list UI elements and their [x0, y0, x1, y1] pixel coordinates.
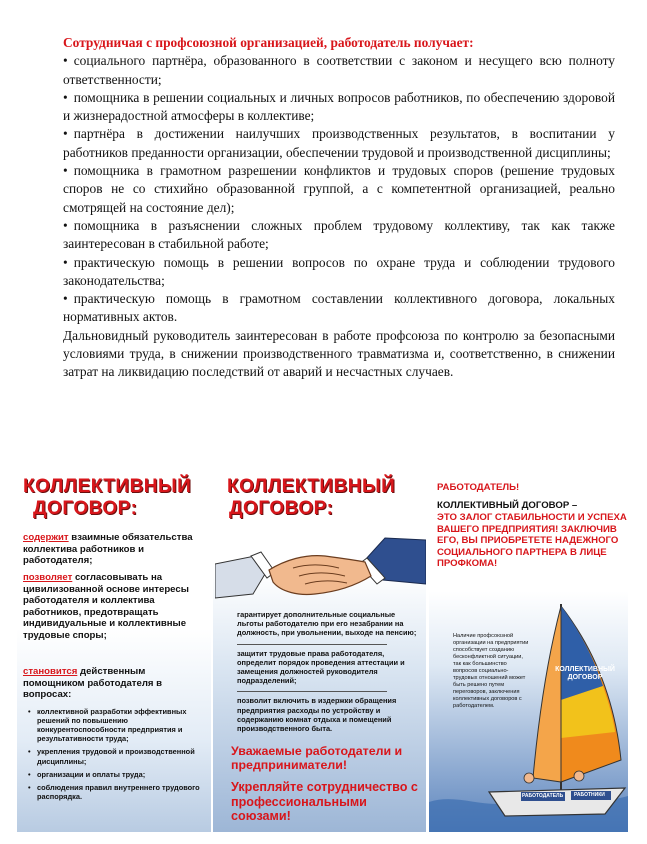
- poster-panel-left: [17, 462, 211, 832]
- list-item: • коллективной разработки эффективных решений по повышению конкурентоспособности предприятия и результативности труда;: [37, 707, 205, 744]
- panel1-block-becomes: [23, 666, 205, 805]
- panel1-b1-text: взаимные обязательства коллектива работников и работодателя;: [23, 532, 193, 566]
- list-item: • организации и оплаты труда;: [37, 770, 205, 779]
- appeal-employers: Уважаемые работодатели и предприниматели!: [231, 744, 403, 772]
- bullet-4: • помощника в грамотном разрешении конфликтов и трудовых споров (решение трудовых споров не со стихийно образованной группой, а с компетентной организацией, реально смотрящей на состояние дел);: [63, 162, 615, 217]
- list-item: позволит включить в издержки обращения предприятия расходы по устройству и содержанию комнат отдыха и помещений производственного быта.: [237, 696, 397, 734]
- panel1-block-contains: [23, 532, 205, 567]
- panel3-note: Наличие профсоюзной организации на предприятии способствует созданию бесконфликтной ситуации, так как большинство вопросов социально-трудовых отношений может быть решено путем переговоров, заключения коллективных договоров с работодателем.: [453, 633, 529, 709]
- panel3-contract-line: КОЛЛЕКТИВНЫЙ ДОГОВОР –: [437, 500, 578, 511]
- panel2-title-line1: КОЛЛЕКТИВНЫЙ: [227, 476, 396, 497]
- divider: [237, 644, 387, 645]
- bullet-2: • помощника в решении социальных и личных вопросов работников, по обеспечению здоровой и жизнерадостной атмосферы в коллективе;: [63, 89, 615, 126]
- panel2-list: [237, 610, 417, 739]
- divider: [237, 691, 387, 692]
- panel2-title-line2: ДОГОВОР:: [229, 498, 334, 519]
- boat-label-workers: РАБОТНИКИ: [574, 792, 605, 798]
- panel2-title: [227, 476, 395, 520]
- panel1-title-line1: КОЛЛЕКТИВНЫЙ: [23, 476, 192, 497]
- panel1-b1-key: содержит: [23, 532, 69, 543]
- list-item: защитит трудовые права работодателя, определит порядок проведения аттестации и замещения должностей руководителя подразделений;: [237, 648, 405, 686]
- handshake-illustration: [215, 520, 426, 608]
- bullet-7: • практическую помощь в грамотном составлении коллективного договора, локальных нормативных актов.: [63, 290, 615, 327]
- panel1-b3-key: становится: [23, 666, 78, 677]
- bullet-5: • помощника в разъяснении сложных проблем трудовому коллективу, так как также заинтересован в стабильной работе;: [63, 217, 615, 254]
- panel3-slogan: ЭТО ЗАЛОГ СТАБИЛЬНОСТИ И УСПЕХА ВАШЕГО ПРЕДПРИЯТИЯ! ЗАКЛЮЧИВ ЕГО, ВЫ ПРИОБРЕТЕТЕ НАДЕЖНОГО СОЦИАЛЬНОГО ПАРТНЕРА В ЛИЦЕ ПРОФКОМА!: [437, 512, 627, 569]
- panel1-b2-key: позволяет: [23, 572, 73, 583]
- sail-label: [555, 666, 615, 682]
- poster-panel-right: [429, 462, 628, 832]
- bullet-3: • партнёра в достижении наилучших производственных результатов, в воспитании у работников преданности организации, обеспечении трудовой и производственной дисциплины;: [63, 125, 615, 162]
- poster-panel-center: [213, 462, 426, 832]
- appeal-cooperation: Укрепляйте сотрудничество с профессиональными союзами!: [231, 780, 418, 824]
- bullet-6: • практическую помощь в решении вопросов по охране труда и соблюдении трудового законодательства;: [63, 254, 615, 291]
- panel1-block-allows: [23, 572, 205, 641]
- bullet-1: • социального партнёра, образованного в соответствии с законом и несущего всю полноту ответственности;: [63, 52, 615, 89]
- panel1-b2-text: согласовывать на цивилизованной основе интересы работодателя и коллектива работников, предотвращать индивидуальные и коллективные трудовые споры;: [23, 572, 189, 641]
- boat-label-employer: РАБОТОДАТЕЛЬ: [522, 793, 564, 799]
- sail-label-line2: ДОГОВОР: [567, 674, 603, 681]
- closing-paragraph: Дальновидный руководитель заинтересован в работе профсоюза по контролю за безопасными условиями труда, в снижении производственного травматизма и, соответственно, в снижении затрат на ликвидацию последствий от аварий и несчастных случаев.: [63, 327, 615, 380]
- panel3-employer-heading: РАБОТОДАТЕЛЬ!: [437, 482, 520, 493]
- poster: [17, 462, 628, 832]
- list-item: • соблюдения правил внутреннего трудового распорядка.: [37, 783, 205, 801]
- document-heading: Сотрудничая с профсоюзной организацией, работодатель получает:: [63, 35, 474, 50]
- panel1-b3-text: действенным помощником работодателя в вопросах:: [23, 666, 163, 700]
- panel1-title: [23, 476, 191, 520]
- list-item: гарантирует дополнительные социальные льготы работодателю при его незабрании на должность, при увольнении, выходе на пенсию;: [237, 610, 417, 638]
- panel1-title-line2: ДОГОВОР:: [33, 498, 138, 519]
- panel1-list: [23, 707, 205, 802]
- list-item: • укрепления трудовой и производственной дисциплины;: [37, 747, 205, 765]
- document-text: [63, 34, 615, 382]
- sail-label-line1: КОЛЛЕКТИВНЫЙ: [555, 666, 615, 673]
